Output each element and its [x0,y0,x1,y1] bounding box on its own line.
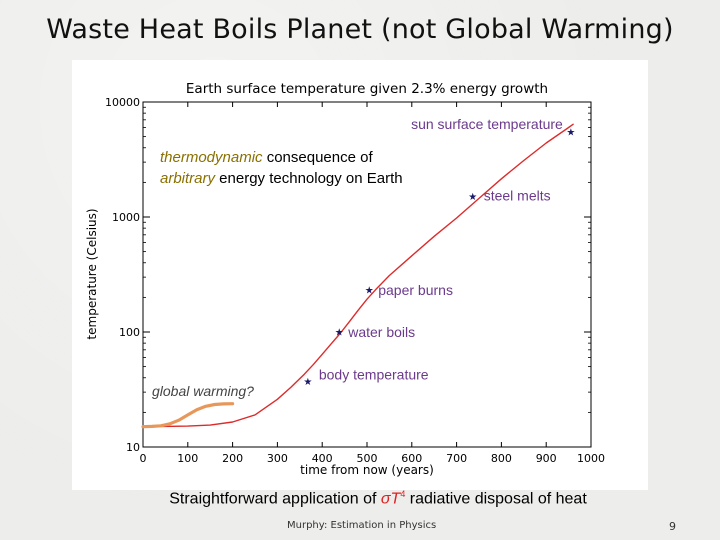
x-tick-label: 500 [356,452,378,465]
x-axis-label: time from now (years) [300,463,434,477]
x-tick-label: 1000 [577,452,605,465]
chart-title: Earth surface temperature given 2.3% energy growth [185,81,549,97]
x-tick-label: 400 [311,452,333,465]
x-tick-label: 300 [266,452,288,465]
footer-text: Murphy: Estimation in Physics [287,520,437,531]
marker-label-body-temperature: body temperature [318,366,429,383]
y-axis-label: temperature (Celsius) [85,208,99,340]
x-tick-label: 600 [401,452,423,465]
marker-star: ★ [303,377,313,389]
annotation-word-thermodynamic: thermodynamic [160,149,263,166]
slide-title: Waste Heat Boils Planet (not Global Warming) [46,14,674,45]
y-tick-label: 1000 [112,211,140,224]
caption-exponent: 4 [400,489,406,499]
y-tick-label: 100 [119,326,140,339]
caption-post: radiative disposal of heat [405,490,587,508]
caption [0,489,720,508]
marker-label-water-boils: water boils [348,324,416,340]
x-tick-label: 0 [139,452,147,465]
y-tick-label: 10 [126,441,140,454]
marker-star: ★ [334,327,344,339]
annotation-text-consequence: consequence of [262,149,373,166]
caption-pre: Straightforward application of [169,490,381,508]
marker-star: ★ [566,127,576,139]
x-tick-label: 800 [490,452,512,465]
x-tick-label: 200 [222,452,244,465]
x-tick-label: 700 [446,452,468,465]
marker-label-paper-burns: paper burns [378,281,453,298]
marker-star: ★ [364,285,374,297]
x-tick-label: 900 [535,452,557,465]
annotation-thermodynamic [160,149,373,166]
annotation-arbitrary [160,170,403,187]
page-number: 9 [669,520,676,533]
annotation-global-warming: global warming? [152,383,254,399]
y-tick-label: 10000 [105,96,140,109]
annotation-text-technology: energy technology on Earth [215,170,403,187]
marker-label-sun-surface-temperature: sun surface temperature [411,115,563,132]
caption-sigma-t: σT [380,490,401,508]
marker-star: ★ [468,192,478,204]
annotation-word-arbitrary: arbitrary [160,170,216,187]
marker-label-steel-melts: steel melts [483,187,551,204]
x-tick-label: 100 [177,452,199,465]
